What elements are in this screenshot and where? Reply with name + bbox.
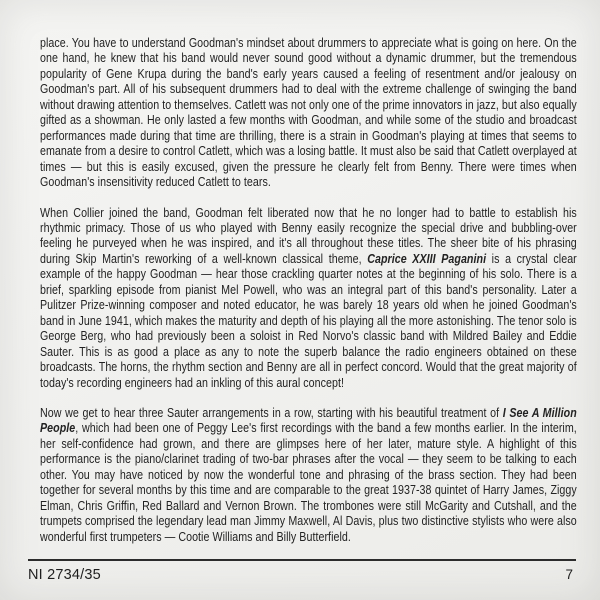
paragraph-1 — [40, 36, 577, 191]
paragraph-3 — [40, 406, 577, 545]
paragraph-3-text-before: Now we get to hear three Sauter arrangements in a row, starting with his beautiful treatment of — [40, 405, 503, 420]
catalog-number: NI 2734/35 — [28, 567, 101, 583]
paragraph-2 — [40, 206, 577, 391]
liner-notes-text — [40, 36, 577, 560]
paragraph-1-text: place. You have to understand Goodman's mindset about drummers to appreciate what is going on here. On the one hand, he knew that his band would never sound good without a dynamic drummer, but the tremendous popularity of Gene Krupa during the band's early years caused a feeling of resentment and/or jealousy on Goodman's part. All of his subsequent drummers had to deal with the extreme challenge of swinging the band without drawing attention to themselves. Catlett was not only one of the prime innovators in jazz, but also equally gifted as a showman. He only lasted a few months with Goodman, and while some of the studio and broadcast performances made during that time are thrilling, there is a strain in Goodman's playing at times that seems to emanate from a desire to control Catlett, which was a losing battle. It must also be said that Catlett overplayed at times — but this is easily excused, given the pressure he clearly felt from Benny. There were times when Goodman's insensitivity reduced Catlett to tears. — [40, 36, 577, 190]
paragraph-3-text-after: , which had been one of Peggy Lee's first recordings with the band a few months earlier. In the interim, her self-confidence had grown, and there are glimpses here of her later, mature style. A highlight of this performance is the piano/clarinet trading of two-bar phrases after the vocal — they seem to be talking to each other. You may have noticed by now the wonderful tone and phrasing of the brass section. They had been together for several months by this time and are comparable to the great 1937-38 quintet of Harry James, Ziggy Elman, Chris Griffin, Red Ballard and Vernon Brown. The trombones were still McGarity and Cutshall, and the trumpets comprised the legendary lead man Jimmy Maxwell, Al Davis, plus two distinctive stylists who were also wonderful first trumpeters — Cootie Williams and Billy Butterfield. — [40, 421, 577, 544]
page-number: 7 — [565, 567, 573, 582]
song-title-caprice-xxiii-paganini: Caprice XXIII Paganini — [367, 251, 487, 266]
footer-divider — [28, 559, 576, 561]
paragraph-2-text-before: When Collier joined the band, Goodman felt liberated now that he no longer had to battle to establish his rhythmic primacy. Those of us who played with Benny easily recognize the special drive and bubbling-over feeling he purveyed when he was inspired, and it's all throughout these titles. The sheer bite of his phrasing during Skip Martin's reworking of a well-known classical theme, — [40, 205, 577, 266]
paragraph-2-text-after: is a crystal clear example of the happy Goodman — hear those crackling quarter notes at the beginning of his solo. There is a brief, sparkling episode from pianist Mel Powell, who was an integral part of this band's personality. Later a Pulitzer Prize-winning composer and noted educator, he was barely 18 years old when he joined Goodman's band in June 1941, which makes the maturity and depth of his playing all the more astonishing. The tenor solo is George Berg, who had previously been a soloist in Red Norvo's classic band with Mildred Bailey and Eddie Sauter. This is as good a place as any to note the superb balance the radio engineers obtained on these broadcasts. The horns, the rhythm section and Benny are all in perfect concord. Would that the great majority of today's recording engineers had an inkling of this aural concept! — [40, 251, 577, 390]
song-title-i-see-a-million-people: I See A Million People — [40, 405, 577, 436]
